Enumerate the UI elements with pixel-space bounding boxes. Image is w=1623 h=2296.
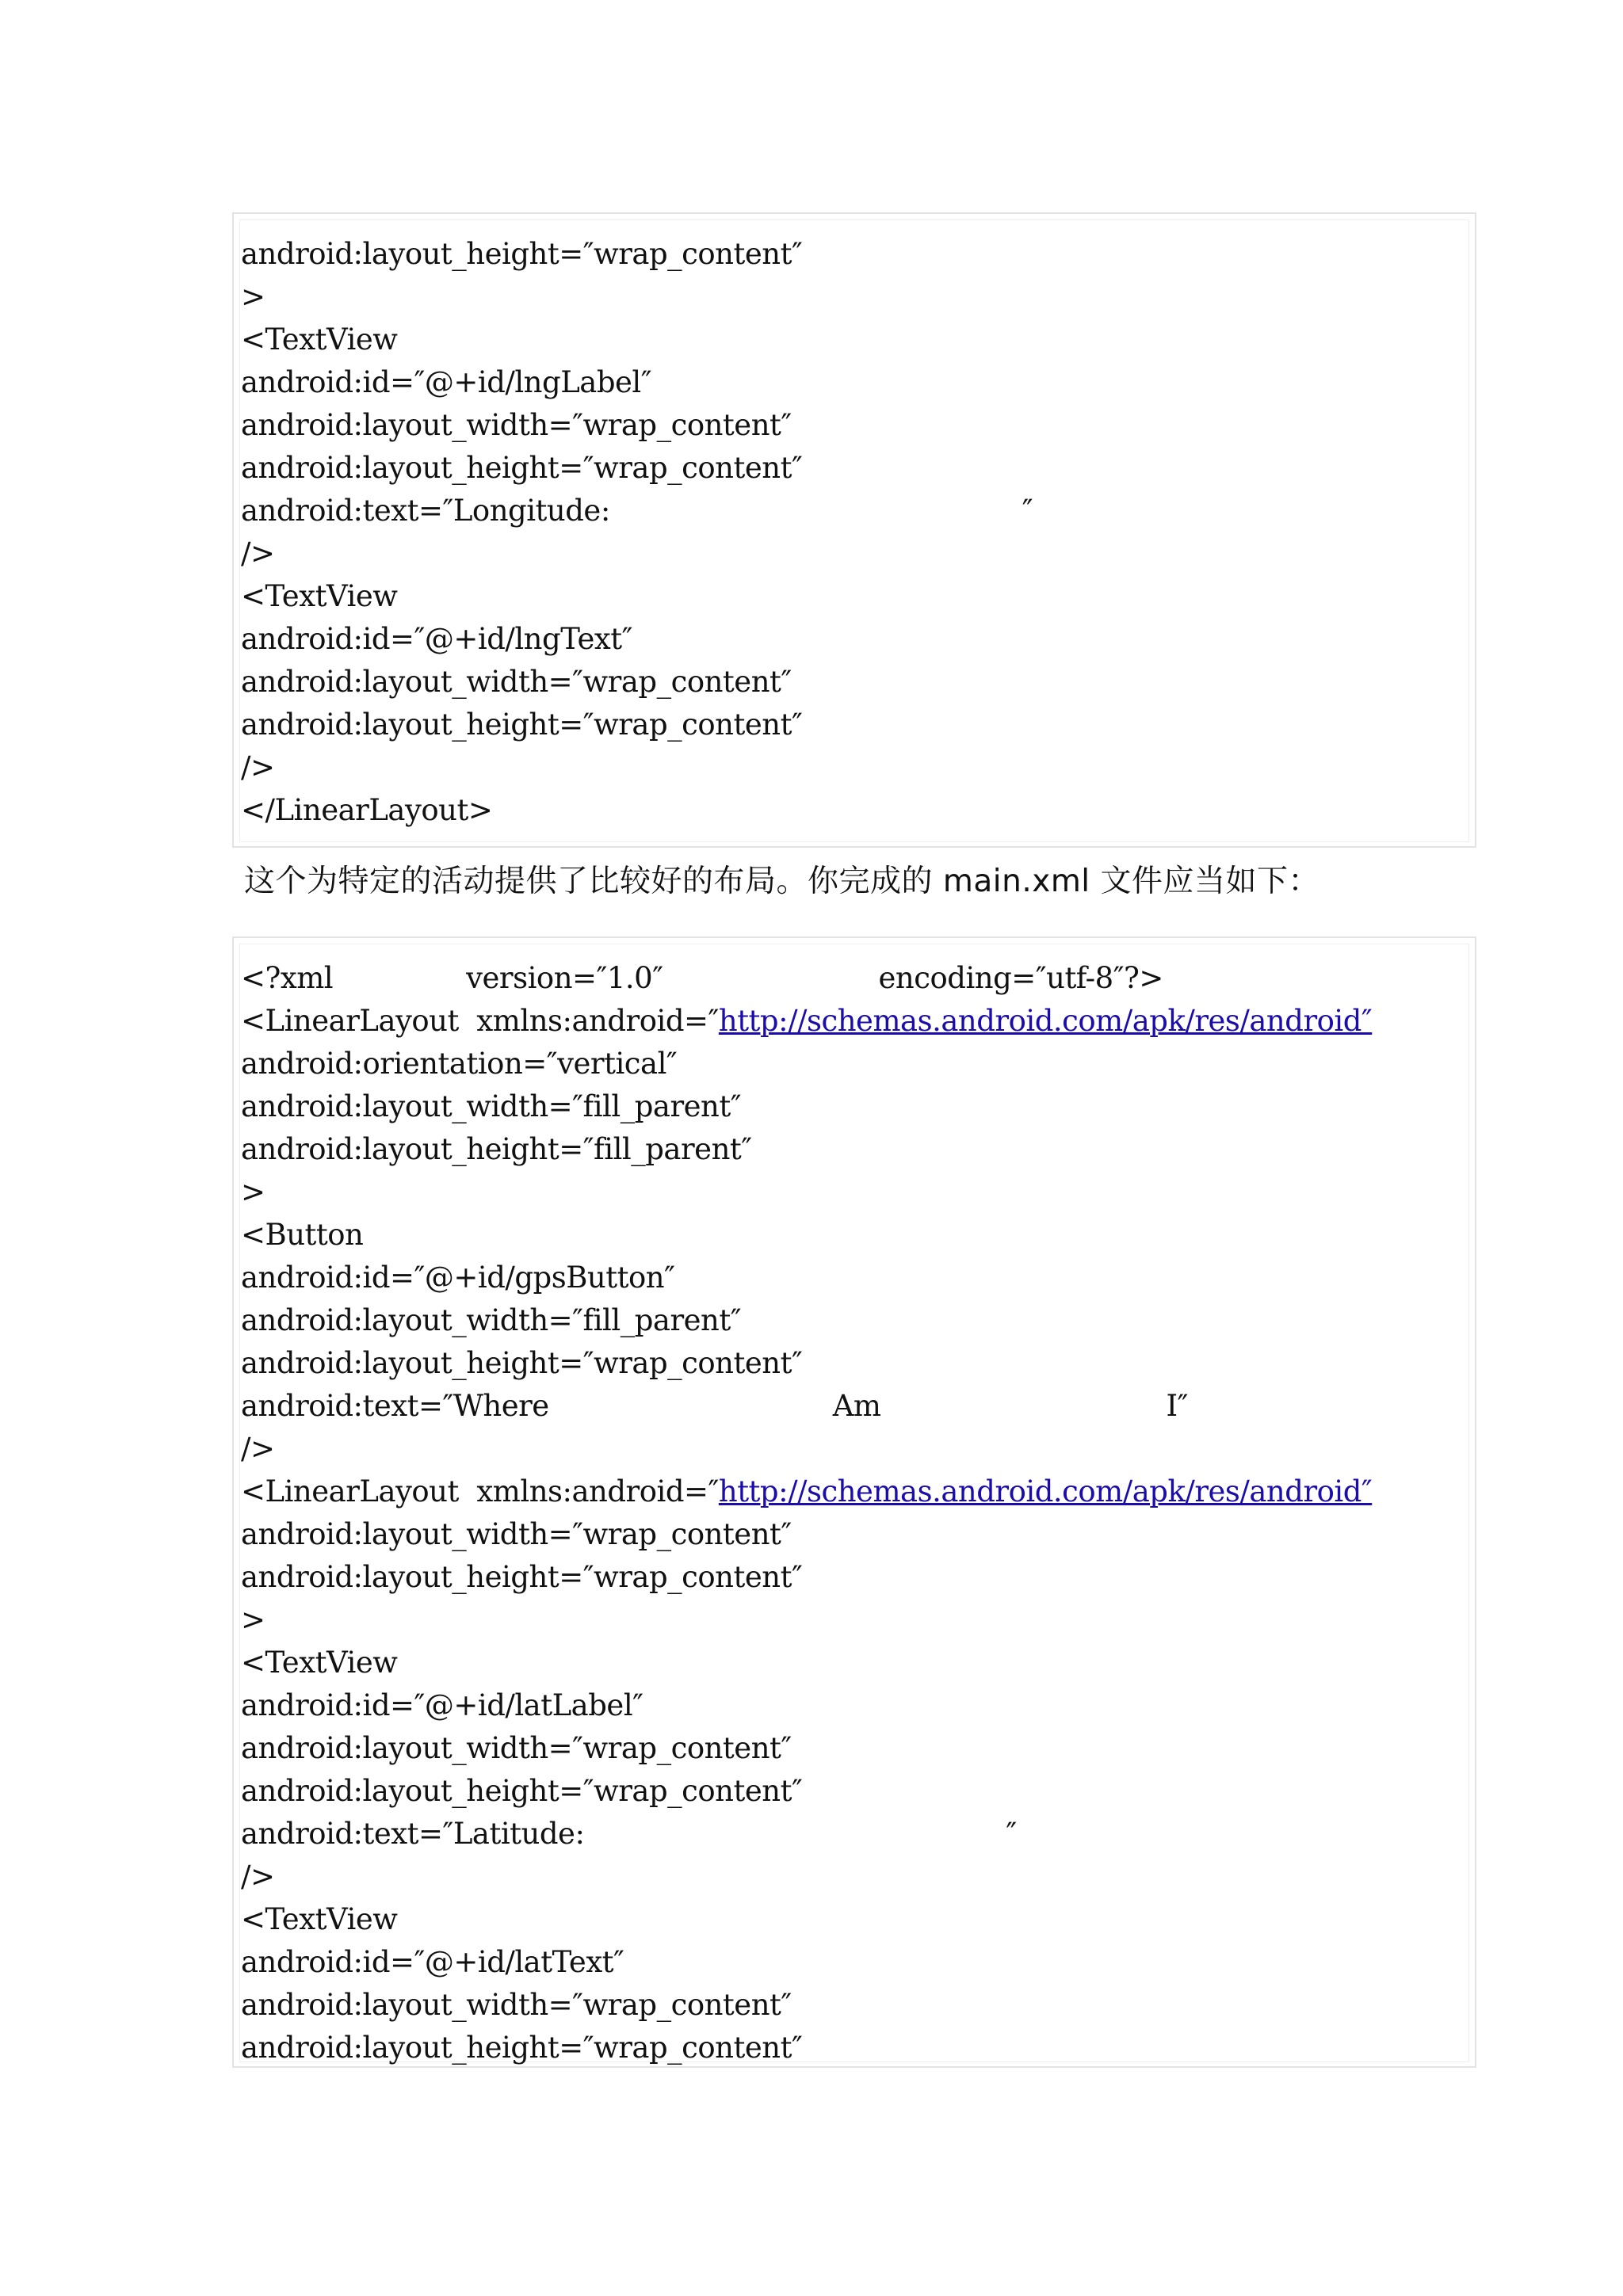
code-line-xml-declaration <box>240 957 1468 1000</box>
code-line: android:layout_width=″wrap_content″ <box>241 1731 792 1765</box>
code-line: > <box>241 1603 265 1637</box>
code-line-linearlayout <box>240 1470 1468 1513</box>
body-paragraph: 这个为特定的活动提供了比较好的布局。你完成的 main.xml 文件应当如下： <box>244 864 1320 899</box>
code-line: > <box>241 1175 265 1209</box>
linearlayout-prefix: <LinearLayout xmlns:android=″ <box>241 1474 719 1508</box>
code-line: android:layout_width=″wrap_content″ <box>241 408 792 442</box>
code-line: android:layout_height=″wrap_content″ <box>241 2031 803 2065</box>
code-line: <TextView <box>241 579 398 613</box>
code-line: android:layout_width=″wrap_content″ <box>241 1988 792 2022</box>
linearlayout-prefix: <LinearLayout xmlns:android=″ <box>241 1004 719 1038</box>
xml-decl-part: version=″1.0″ <box>466 961 663 995</box>
code-line: android:orientation=″vertical″ <box>241 1047 678 1081</box>
button-text-part: Am <box>832 1389 881 1423</box>
code-line: android:layout_height=″wrap_content″ <box>241 1560 803 1594</box>
button-text-part: android:text=″Where <box>241 1389 549 1423</box>
longitude-close-quote: ″ <box>1022 494 1033 528</box>
code-line: /> <box>241 536 275 570</box>
code-line: <Button <box>241 1218 364 1252</box>
code-block-2 <box>232 936 1476 2068</box>
code-line: /> <box>241 1432 275 1466</box>
code-line: android:id=″@+id/lngText″ <box>241 622 632 656</box>
schema-link[interactable]: http://schemas.android.com/apk/res/android″ <box>718 1004 1373 1038</box>
code-line: android:id=″@+id/lngLabel″ <box>241 365 652 399</box>
code-line: android:id=″@+id/latText″ <box>241 1945 624 1979</box>
schema-link[interactable]: http://schemas.android.com/apk/res/android″ <box>718 1474 1373 1508</box>
code-line: android:layout_height=″fill_parent″ <box>241 1132 752 1166</box>
code-line: <TextView <box>241 1646 398 1680</box>
code-line: android:layout_height=″wrap_content″ <box>241 451 803 485</box>
latitude-text: android:text=″Latitude: <box>241 1817 585 1851</box>
xml-decl-part: <?xml <box>241 961 334 995</box>
code-line: android:layout_width=″fill_parent″ <box>241 1303 742 1337</box>
code-line: <TextView <box>241 322 398 357</box>
code-line: android:layout_height=″wrap_content″ <box>241 237 803 271</box>
latitude-close-quote: ″ <box>1006 1817 1017 1851</box>
code-line: android:layout_width=″fill_parent″ <box>241 1089 742 1123</box>
code-line: android:layout_width=″wrap_content″ <box>241 665 792 699</box>
code-block-2-inner <box>239 944 1469 2065</box>
code-line: android:id=″@+id/latLabel″ <box>241 1688 643 1722</box>
code-line: > <box>241 280 265 314</box>
code-line-linearlayout <box>240 1000 1468 1043</box>
xml-decl-part: encoding=″utf-8″?> <box>878 961 1163 995</box>
code-line-latitude <box>240 1813 1468 1855</box>
code-line-longitude <box>240 490 1468 532</box>
button-text-part: I″ <box>1166 1389 1188 1423</box>
code-block-1 <box>232 212 1476 848</box>
code-line: android:layout_height=″wrap_content″ <box>241 707 803 742</box>
code-line: </LinearLayout> <box>241 793 493 827</box>
longitude-text: android:text=″Longitude: <box>241 494 610 528</box>
code-block-1-inner <box>239 219 1469 842</box>
code-line: android:id=″@+id/gpsButton″ <box>241 1261 675 1295</box>
code-line: /> <box>241 1859 275 1894</box>
code-line: android:layout_width=″wrap_content″ <box>241 1517 792 1551</box>
code-line: /> <box>241 750 275 784</box>
code-line: <TextView <box>241 1902 398 1936</box>
code-line: android:layout_height=″wrap_content″ <box>241 1774 803 1808</box>
code-line-button-text <box>240 1385 1468 1428</box>
code-line: android:layout_height=″wrap_content″ <box>241 1346 803 1380</box>
